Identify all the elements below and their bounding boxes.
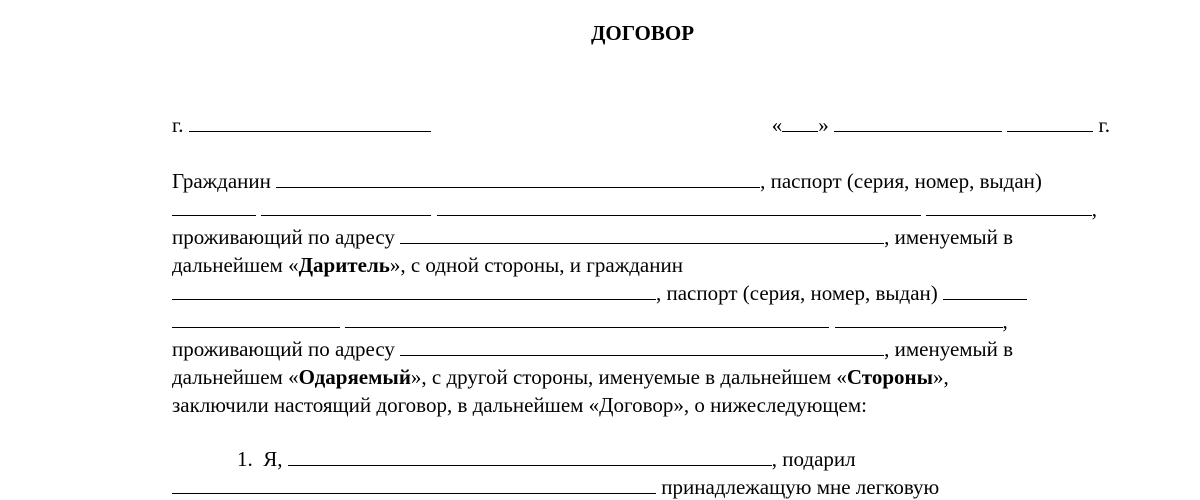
donee-address-blank[interactable] [400,335,884,356]
donor-passport-series-blank[interactable] [172,195,256,216]
donee-residing-label: проживающий по адресу [172,337,395,361]
document-title: ДОГОВОР [590,21,695,45]
p1-line-4 [172,251,683,279]
year-blank[interactable] [1007,111,1093,132]
p2-line-5 [172,391,867,419]
donee-further-label: дальнейшем « [172,365,299,389]
donor-passport-date-blank[interactable] [926,195,1092,216]
p1-line-3 [172,223,1013,251]
date-open-quote: « [771,113,783,137]
city-line [172,111,431,139]
date-close-quote: » [818,113,829,137]
item-1-belonging: принадлежащую мне легковую [661,475,940,499]
item-1-number: 1. [237,447,253,471]
donor-name-blank[interactable] [276,167,760,188]
item-1-name-blank[interactable] [288,445,772,466]
item-1-gifted: , подарил [771,447,856,471]
citizen-label: Гражданин [172,169,271,193]
one-side-label: », с одной стороны, и гражданин [389,253,683,277]
p2-line-2 [172,307,1008,335]
donee-passport-number-blank[interactable] [172,307,340,328]
item-1-recipient-blank[interactable] [172,473,656,494]
city-prefix: г. [172,113,184,137]
concluded-text: заключили настоящий договор, в дальнейшем «Договор», о нижеследующем: [172,393,867,417]
donor-passport-issued-blank[interactable] [437,195,921,216]
month-blank[interactable] [834,111,1002,132]
donor-passport-number-blank[interactable] [261,195,431,216]
city-blank[interactable] [189,111,431,132]
parties-role: Стороны [846,365,933,389]
donor-passport-label: , паспорт (серия, номер, выдан) [760,169,1042,193]
comma: , [1091,197,1097,221]
comma-2: , [1002,309,1008,333]
p2-line-3 [172,335,1013,363]
p2-line-1 [172,279,1027,307]
other-side-label: », с другой стороны, именуемые в дальнейшем « [410,365,847,389]
donee-name-blank[interactable] [172,279,656,300]
donee-passport-date-blank[interactable] [835,307,1003,328]
donor-named-label: , именуемый в [884,225,1014,249]
day-blank[interactable] [782,111,818,132]
donor-role: Даритель [298,253,390,277]
donee-passport-issued-blank[interactable] [345,307,829,328]
p1-line-1 [172,167,1042,195]
parties-end: », [933,365,949,389]
year-suffix: г. [1098,113,1110,137]
item-1-line-2 [172,473,939,500]
item-1-line-1 [237,445,856,473]
p1-line-2 [172,195,1097,223]
donee-passport-label: , паспорт (серия, номер, выдан) [656,281,938,305]
donee-passport-series-blank[interactable] [943,279,1027,300]
item-1-i: Я, [263,447,283,471]
donor-address-blank[interactable] [400,223,884,244]
donee-named-label: , именуемый в [884,337,1014,361]
donor-further-label: дальнейшем « [172,253,299,277]
donor-residing-label: проживающий по адресу [172,225,395,249]
date-line [772,111,1110,139]
p2-line-4 [172,363,949,391]
donee-role: Одаряемый [298,365,411,389]
